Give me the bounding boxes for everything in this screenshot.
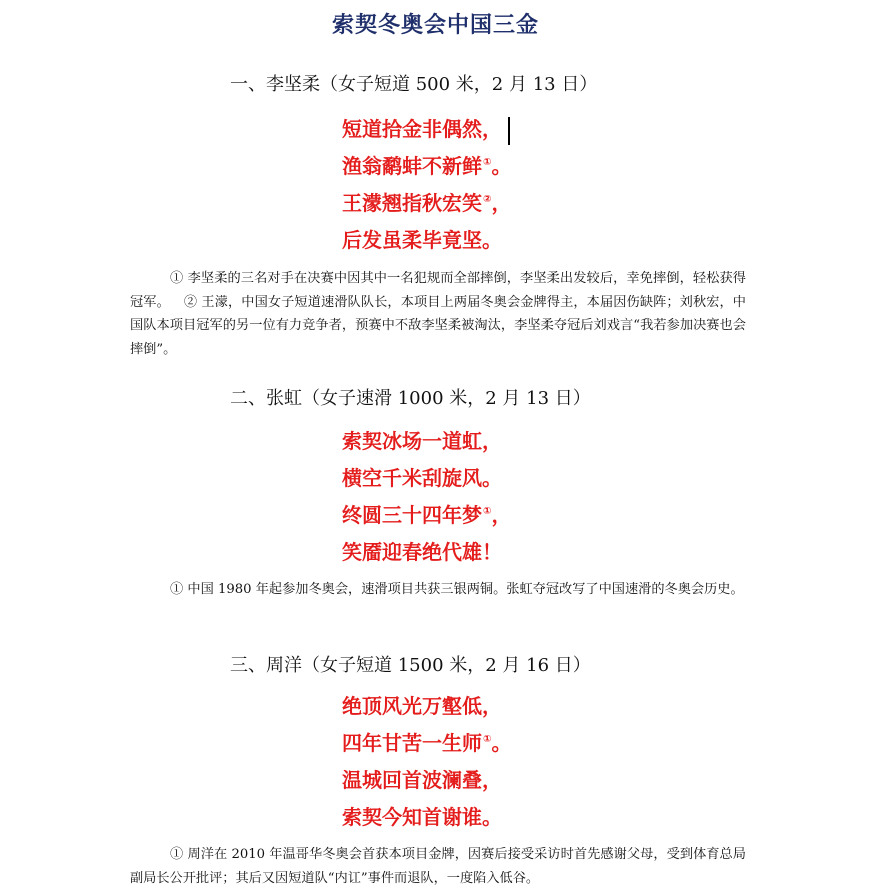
poem-line-text: 终圆三十四年梦 (342, 503, 482, 527)
poem-line (342, 497, 762, 534)
poem-line-punctuation: ， (491, 191, 512, 215)
poem-line (342, 222, 762, 259)
section-heading-zhou-yang: 三、周洋（女子短道 1500 米，2 月 16 日） (230, 655, 591, 676)
poem-line (342, 148, 762, 185)
poem-line-text: 索契今知首谢谁。 (342, 805, 502, 829)
footnote: ② 王濛，中国女子短道速滑队队长，本项目上两届冬奥会金牌得主，本届因伤缺阵；刘秋宏，中国队本项目冠军的另一位有力竞争者，预赛中不敌李坚柔被淘汰，李坚柔夺冠后刘戏言“我若参加决赛也会摔倒”。 (130, 294, 746, 357)
text-cursor (508, 117, 510, 145)
poem-line-punctuation: 。 (491, 154, 512, 178)
poem-line (342, 725, 762, 762)
poem-line-text: 索契冰场一道虹， (342, 429, 502, 453)
footnotes-zhou-yang (130, 843, 746, 890)
poem-line (342, 111, 762, 148)
footnotes-zhang-hong (130, 578, 746, 602)
poem-line-text: 绝顶风光万壑低， (342, 694, 502, 718)
poem-line-text: 王濛翘指秋宏笑 (342, 191, 482, 215)
poem-line (342, 534, 762, 571)
poem-line-text: 后发虽柔毕竟坚。 (342, 228, 502, 252)
poem-line-text: 短道拾金非偶然， (342, 117, 502, 141)
footnote: ① 李坚柔的三名对手在决赛中因其中一名犯规而全部摔倒，李坚柔出发较后，幸免摔倒，轻松获得冠军。 (130, 271, 746, 310)
poem-line (342, 423, 762, 460)
poem-line-text: 笑靥迎春绝代雄！ (342, 540, 502, 564)
poem-line (342, 460, 762, 497)
poem-line (342, 762, 762, 799)
section-heading-zhang-hong: 二、张虹（女子速滑 1000 米，2 月 13 日） (230, 388, 591, 409)
poem-line (342, 688, 762, 725)
poem-line-text: 四年甘苦一生师 (342, 731, 482, 755)
poem-line (342, 185, 762, 222)
footnote-marker: ② (483, 194, 492, 206)
poem-line-text: 横空千米刮旋风。 (342, 466, 502, 490)
poem-li-jianrou (342, 111, 762, 259)
footnote-marker: ① (483, 506, 492, 518)
footnote: ① 周洋在 2010 年温哥华冬奥会首获本项目金牌，因赛后接受采访时首先感谢父母，受到体育总局副局长公开批评；其后又因短道队“内讧”事件而退队，一度陷入低谷。 (130, 847, 746, 886)
footnote-marker: ① (483, 157, 492, 169)
page-title: 索契冬奥会中国三金 (331, 12, 539, 38)
poem-zhou-yang (342, 688, 762, 836)
poem-line-text: 渔翁鹬蚌不新鲜 (342, 154, 482, 178)
poem-line-punctuation: 。 (491, 731, 512, 755)
footnote-marker: ① (483, 734, 492, 746)
poem-line-text: 温城回首波澜叠， (342, 768, 502, 792)
poem-line-punctuation: ， (491, 503, 512, 527)
poem-zhang-hong (342, 423, 762, 571)
footnote: ① 中国 1980 年起参加冬奥会，速滑项目共获三银两铜。张虹夺冠改写了中国速滑的冬奥会历史。 (170, 582, 744, 597)
footnotes-li-jianrou (130, 267, 746, 361)
poem-line (342, 799, 762, 836)
section-heading-li-jianrou: 一、李坚柔（女子短道 500 米，2 月 13 日） (230, 74, 598, 95)
